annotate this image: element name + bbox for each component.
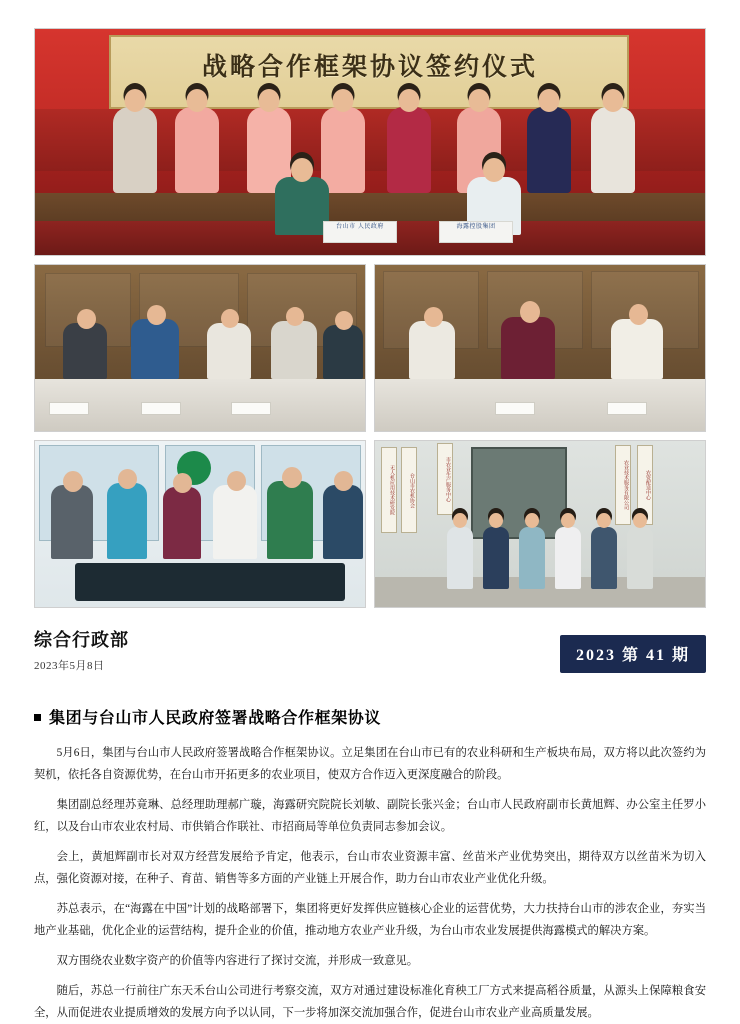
plaque: 农资配送中心 (637, 445, 653, 525)
attendee-head (286, 307, 304, 326)
article-paragraph: 苏总表示，在“海露在中国”计划的战略部署下，集团将更好发挥供应链核心企业的运营优势，大力扶持台山市的涉农企业，夯实当地产业基础，优化企业的运营结构，提升企业的价值，推动地方农业产业升级，为台山市农业发展提供海露模式的解决方案。 (34, 903, 706, 938)
visitor (267, 481, 313, 559)
plaque: 无人机应用技术研发院 (381, 447, 397, 533)
group-member (483, 527, 509, 589)
group-photo-front-of-plaques (374, 440, 706, 608)
desk-nameplate (49, 402, 89, 415)
article-paragraph: 双方围绕农业数字资产的价值等内容进行了探讨交流，并形成一致意见。 (56, 955, 419, 968)
delegate (113, 107, 157, 193)
plaque: 台山市农机协会 (401, 447, 417, 533)
attendee-head (147, 305, 166, 325)
attendee-head (221, 309, 239, 328)
issue-date: 2023年5月8日 (34, 660, 105, 672)
visitor-head (227, 471, 246, 491)
visitor (51, 485, 93, 559)
attendee-head (424, 307, 443, 327)
delegate (175, 107, 219, 193)
attendee (207, 323, 251, 379)
visitor-head (282, 467, 302, 488)
entrance-door (471, 447, 567, 539)
exhibit-counter (75, 563, 345, 601)
article-headline-text: 集团与台山市人民政府签署战略合作框架协议 (49, 710, 382, 727)
photo-collage (34, 28, 706, 608)
photo-row-bottom (34, 440, 706, 608)
photo-row-middle (34, 264, 706, 432)
attendee (63, 323, 107, 379)
visitor-head (334, 471, 353, 491)
article-paragraph: 5月6日，集团与台山市人民政府签署战略合作框架协议。立足集团在台山市已有的农业科研和生产板块布局，双方将以此次签约为契机，依托各自资源优势，在台山市开拓更多的农业项目，使双方合作迈入更深度融合的阶段。 (34, 747, 706, 782)
group-member (591, 527, 617, 589)
group-member (519, 527, 545, 589)
attendee (409, 321, 455, 379)
desk-nameplate (607, 402, 647, 415)
visitor-head (173, 473, 192, 493)
plaque: 市农业生产服务中心 (437, 443, 453, 515)
visitor-head (63, 471, 83, 492)
visitor (213, 485, 257, 559)
group-member (627, 527, 653, 589)
delegate (591, 107, 635, 193)
attendee-head (335, 311, 353, 330)
article (34, 705, 706, 1024)
signatory-left (275, 177, 329, 235)
delegate (321, 107, 365, 193)
banner-headline-text: 战略合作框架协议签约仪式 (201, 54, 538, 81)
article-paragraph: 随后，苏总一行前往广东天禾台山公司进行考察交流，双方对通过建设标准化育秧工厂方式来提高稻谷质量，从源头上保障粮食安全，从而促进农业提质增效的发展方向予以认同，下一步将加深交流加强合作，促进台山市农业产业高质量发展。 (34, 985, 706, 1020)
nameplate-left: 台山市 人民政府 (323, 221, 397, 243)
photo-row-top (34, 28, 706, 256)
visitor (107, 483, 147, 559)
attendee (323, 325, 363, 379)
attendee (611, 319, 663, 379)
group-member (447, 527, 473, 589)
issue-badge: 2023 第 41 期 (560, 635, 706, 673)
attendee (501, 317, 555, 379)
desk-nameplate (141, 402, 181, 415)
meeting-room-left-photo (34, 264, 366, 432)
department-name: 综合行政部 (34, 630, 129, 650)
delegate (387, 107, 431, 193)
nameplate-right: 海露控股集团 (439, 221, 513, 243)
exhibition-visit-photo (34, 440, 366, 608)
attendee-head (520, 301, 540, 323)
meeting-room-right-photo (374, 264, 706, 432)
article-paragraph: 集团副总经理苏竟琳、总经理助理郝广璇，海露研究院院长刘敏、副院长张兴金；台山市人民政府副市长黄旭辉、办公室主任罗小红，以及台山市农业农村局、市供销合作联社、市招商局等单位负责同志参加会议。 (34, 799, 706, 834)
desk-nameplate (495, 402, 535, 415)
group-member (555, 527, 581, 589)
visitor (323, 485, 363, 559)
article-headline (34, 705, 706, 728)
visitor (163, 487, 201, 559)
article-paragraph: 会上，黄旭辉副市长对双方经营发展给予肯定，他表示，台山市农业资源丰富、丝苗米产业优势突出，期待双方以丝苗米为切入点，强化资源对接，在种子、育苗、销售等多方面的产业链上开展合作，助力台山市农业产业优化升级。 (34, 851, 706, 886)
attendee-head (629, 304, 648, 325)
signing-ceremony-photo (34, 28, 706, 256)
visitor-head (118, 469, 137, 489)
desk-nameplate (231, 402, 271, 415)
attendee (131, 319, 179, 379)
masthead-left (34, 626, 129, 673)
bullet-square-icon (34, 714, 41, 721)
meeting-desk (375, 379, 705, 431)
plaque: 农业技术服务有限公司 (615, 445, 631, 525)
attendee-head (77, 309, 96, 329)
delegate (527, 107, 571, 193)
masthead (34, 626, 706, 683)
attendee (271, 321, 317, 379)
